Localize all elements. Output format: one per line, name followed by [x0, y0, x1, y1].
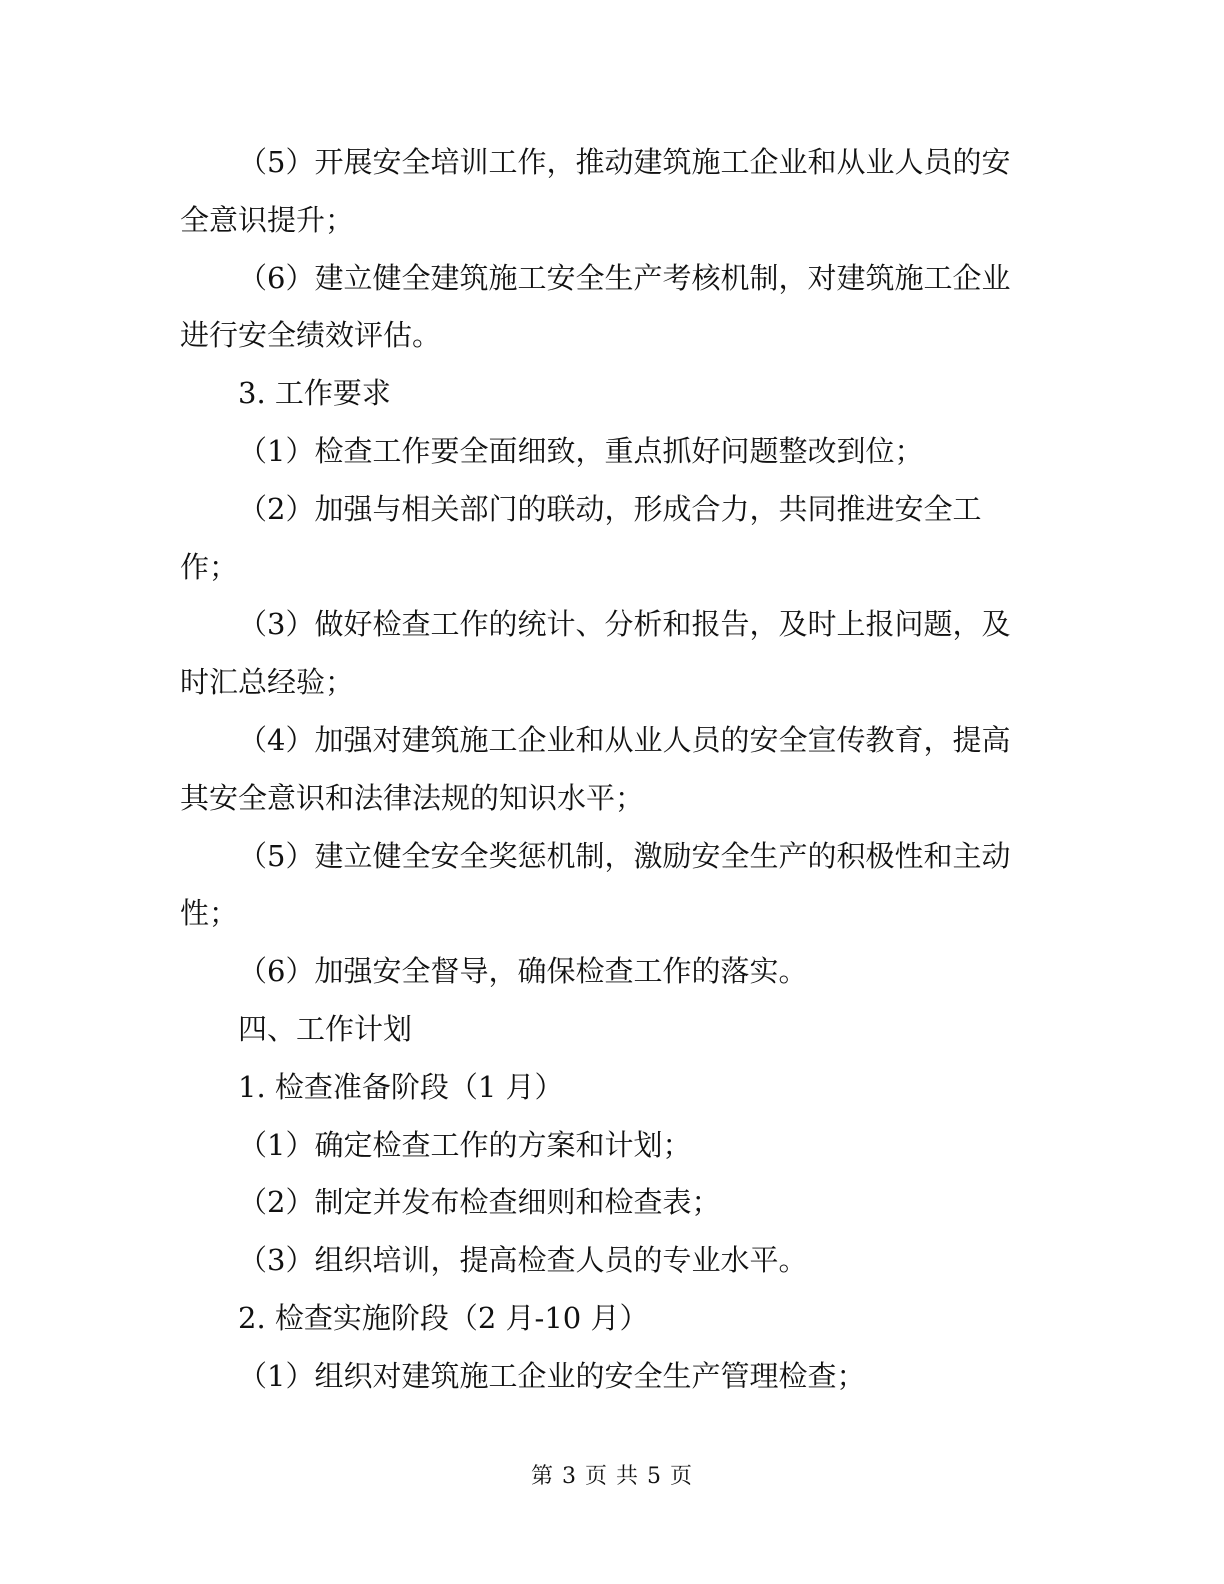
paragraph-line: （3）做好检查工作的统计、分析和报告，及时上报问题，及	[238, 607, 1011, 641]
paragraph-line: （1）检查工作要全面细致，重点抓好问题整改到位；	[238, 434, 924, 468]
subsection-heading: 2. 检查实施阶段（2 月-10 月）	[238, 1301, 649, 1335]
page-number-footer: 第 3 页 共 5 页	[531, 1464, 693, 1489]
paragraph-line: 进行安全绩效评估。	[180, 318, 442, 352]
paragraph-line: （6）建立健全建筑施工安全生产考核机制，对建筑施工企业	[238, 261, 1011, 295]
subsection-heading: 1. 检查准备阶段（1 月）	[238, 1070, 564, 1104]
paragraph-line: 时汇总经验；	[180, 665, 355, 699]
paragraph-line: （2）加强与相关部门的联动，形成合力，共同推进安全工	[238, 492, 982, 526]
paragraph-line: 其安全意识和法律法规的知识水平；	[180, 781, 645, 815]
section-heading: 3. 工作要求	[238, 376, 391, 410]
paragraph-line: 全意识提升；	[180, 203, 355, 237]
paragraph-line: 性；	[180, 896, 239, 930]
paragraph-line: （3）组织培训，提高检查人员的专业水平。	[238, 1243, 808, 1277]
paragraph-line: （5）开展安全培训工作，推动建筑施工企业和从业人员的安	[238, 145, 1011, 179]
paragraph-line: （2）制定并发布检查细则和检查表；	[238, 1185, 721, 1219]
paragraph-line: （5）建立健全安全奖惩机制，激励安全生产的积极性和主动	[238, 839, 1011, 873]
section-heading: 四、工作计划	[238, 1012, 413, 1046]
paragraph-line: （4）加强对建筑施工企业和从业人员的安全宣传教育，提高	[238, 723, 1011, 757]
paragraph-line: 作；	[180, 550, 239, 584]
paragraph-line: （1）组织对建筑施工企业的安全生产管理检查；	[238, 1359, 866, 1393]
paragraph-line: （1）确定检查工作的方案和计划；	[238, 1128, 692, 1162]
paragraph-line: （6）加强安全督导，确保检查工作的落实。	[238, 954, 808, 988]
